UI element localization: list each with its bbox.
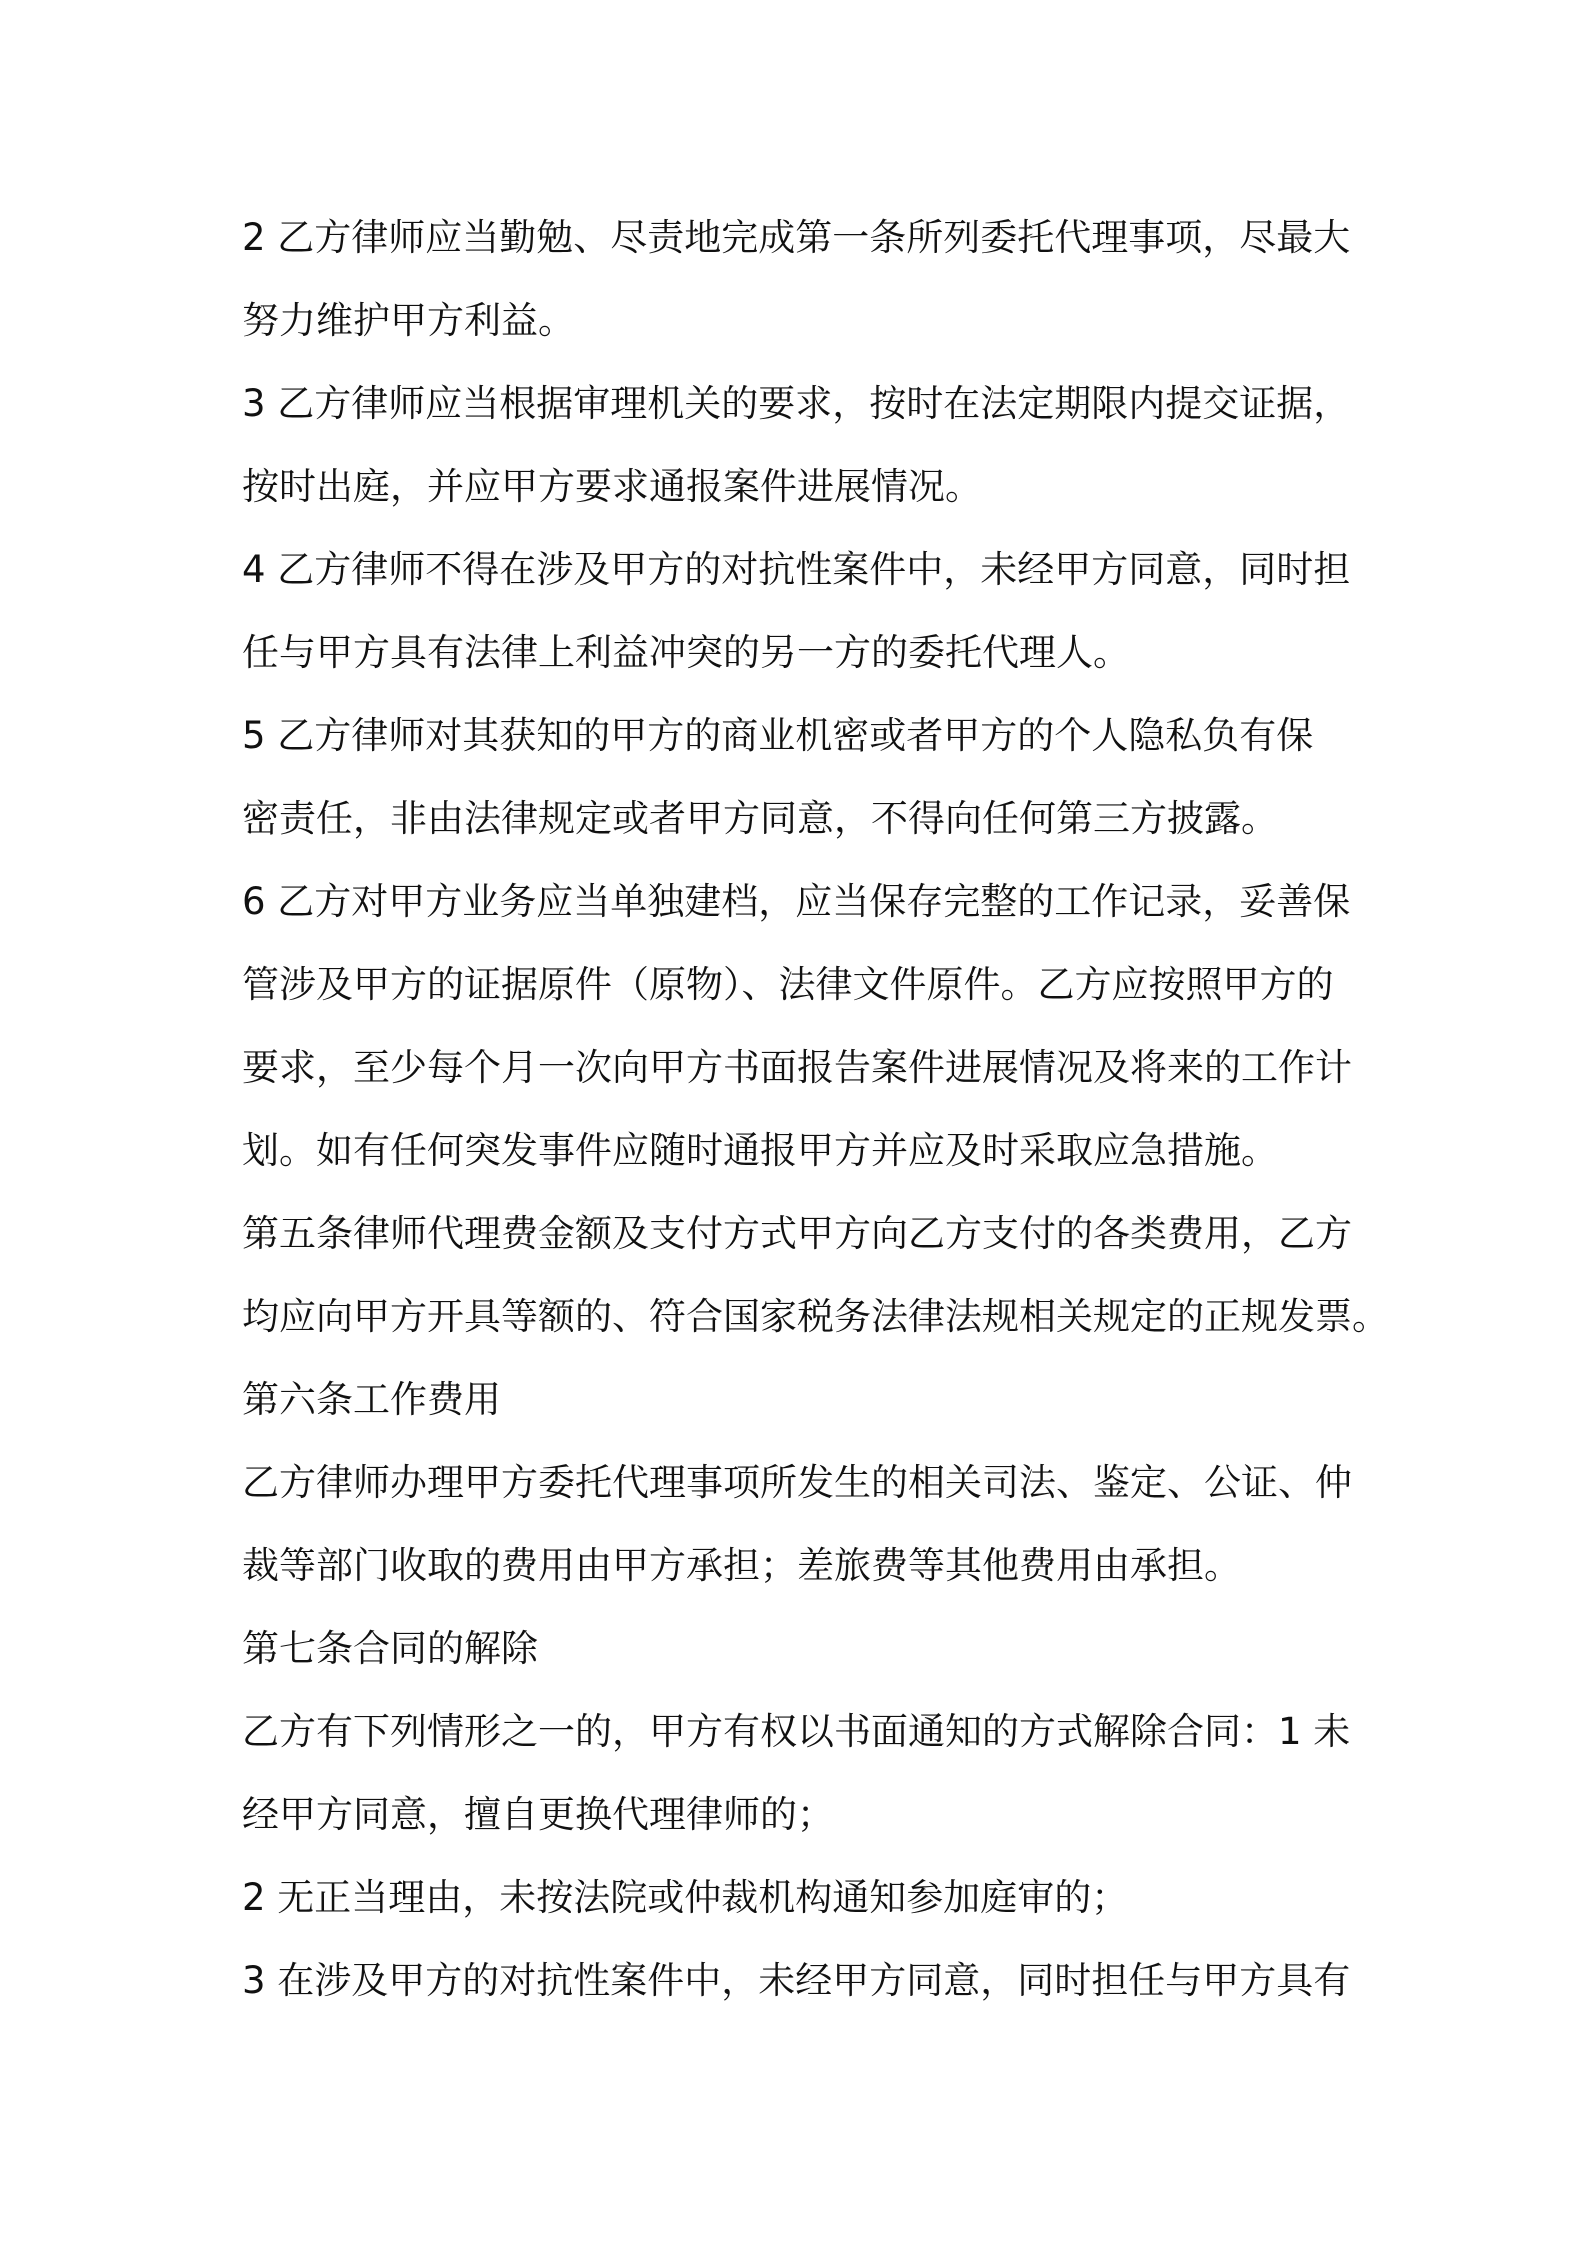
- text-line-8: 密责任，非由法律规定或者甲方同意，不得向任何第三方披露。: [242, 797, 1278, 840]
- section-6-line-1: 乙方律师办理甲方委托代理事项所发生的相关司法、鉴定、公证、仲: [242, 1461, 1352, 1504]
- text-line-10: 管涉及甲方的证据原件（原物）、法律文件原件。乙方应按照甲方的: [242, 963, 1334, 1006]
- text-line-7: 5 乙方律师对其获知的甲方的商业机密或者甲方的个人隐私负有保: [242, 714, 1314, 757]
- text-line-9: 6 乙方对甲方业务应当单独建档，应当保存完整的工作记录，妥善保: [242, 880, 1351, 923]
- document-body: [242, 196, 1389, 2022]
- text-line-6: 任与甲方具有法律上利益冲突的另一方的委托代理人。: [242, 631, 1130, 674]
- section-6-line-2: 裁等部门收取的费用由甲方承担；差旅费等其他费用由承担。: [242, 1544, 1241, 1587]
- section-7-heading: 第七条合同的解除: [242, 1627, 538, 1670]
- text-line-2: 努力维护甲方利益。: [242, 299, 575, 342]
- text-line-4: 按时出庭，并应甲方要求通报案件进展情况。: [242, 465, 982, 508]
- text-line-11: 要求，至少每个月一次向甲方书面报告案件进展情况及将来的工作计: [242, 1046, 1352, 1089]
- section-7-line-1: 乙方有下列情形之一的，甲方有权以书面通知的方式解除合同：1 未: [242, 1710, 1351, 1753]
- text-line-12: 划。如有任何突发事件应随时通报甲方并应及时采取应急措施。: [242, 1129, 1278, 1172]
- section-7-line-3: 2 无正当理由，未按法院或仲裁机构通知参加庭审的；: [242, 1876, 1129, 1919]
- text-line-3: 3 乙方律师应当根据审理机关的要求，按时在法定期限内提交证据，: [242, 382, 1351, 425]
- section-5-line-1: 第五条律师代理费金额及支付方式甲方向乙方支付的各类费用，乙方: [242, 1212, 1352, 1255]
- text-line-5: 4 乙方律师不得在涉及甲方的对抗性案件中，未经甲方同意，同时担: [242, 548, 1351, 591]
- section-7-line-2: 经甲方同意，擅自更换代理律师的；: [242, 1793, 834, 1836]
- section-5-line-2: 均应向甲方开具等额的、符合国家税务法律法规相关规定的正规发票。: [242, 1295, 1389, 1338]
- section-6-heading: 第六条工作费用: [242, 1378, 501, 1421]
- section-7-line-4: 3 在涉及甲方的对抗性案件中，未经甲方同意，同时担任与甲方具有: [242, 1959, 1351, 2002]
- text-line-1: 2 乙方律师应当勤勉、尽责地完成第一条所列委托代理事项，尽最大: [242, 216, 1351, 259]
